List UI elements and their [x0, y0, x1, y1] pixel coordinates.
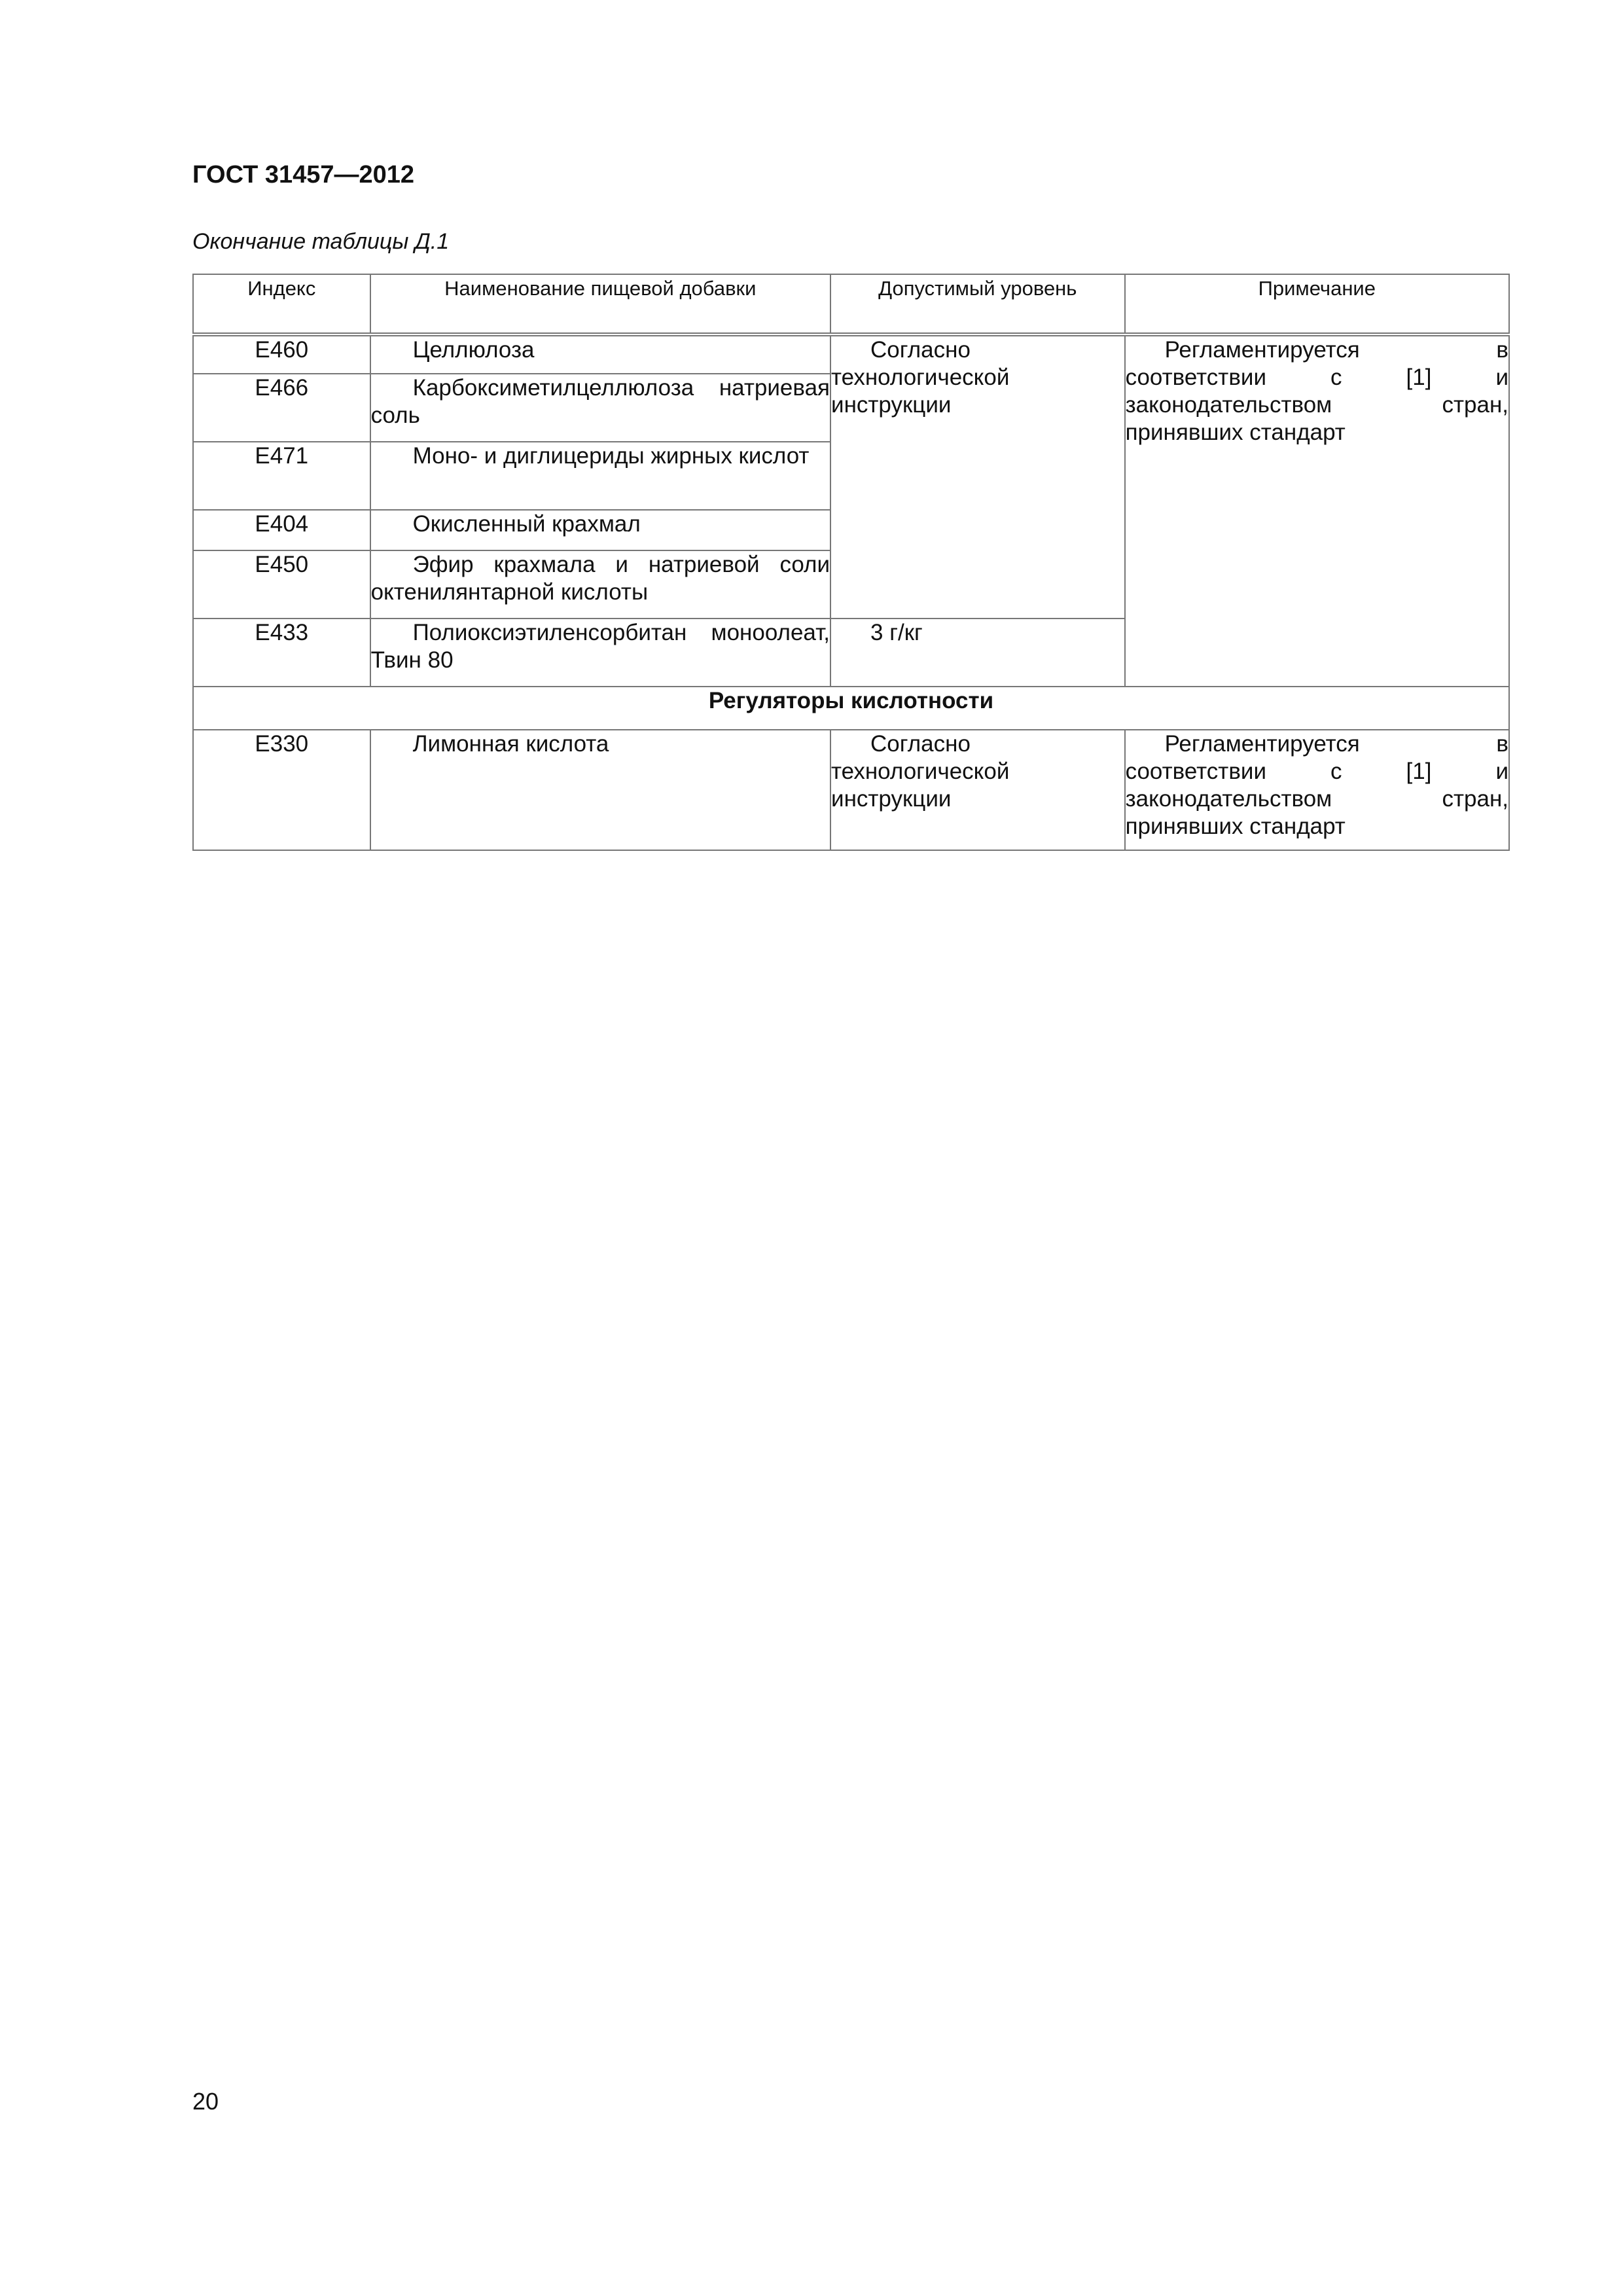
additive-name: Лимонная кислота — [412, 731, 609, 757]
cell-index: Е471 — [193, 442, 370, 510]
cell-index: Е404 — [193, 510, 370, 550]
cell-level — [830, 730, 1125, 850]
cell-level-merged — [830, 334, 1125, 619]
cell-index: Е460 — [193, 334, 370, 374]
table-row — [193, 334, 1509, 374]
cell-name — [370, 510, 830, 550]
note-text: Регламентируется в соответствии с [1] и законодательством стран, принявших стандарт — [1125, 731, 1508, 839]
additive-name: Полиоксиэтиленсорбитан моноолеат, Твин 80 — [370, 620, 830, 673]
cell-name — [370, 374, 830, 442]
table-caption: Окончание таблицы Д.1 — [192, 229, 450, 254]
cell-index: Е330 — [193, 730, 370, 850]
level-text: Согласно технологической инструкции — [831, 731, 1010, 812]
section-title: Регуляторы кислотности — [193, 687, 1509, 730]
cell-note — [1125, 730, 1509, 850]
cell-name — [370, 730, 830, 850]
cell-name — [370, 442, 830, 510]
level-text: 3 г/кг — [870, 620, 923, 645]
document-title: ГОСТ 31457—2012 — [192, 161, 415, 188]
header-index: Индекс — [193, 274, 370, 334]
level-text: Согласно технологической инструкции — [831, 337, 1010, 418]
section-row — [193, 687, 1509, 730]
table-header-row — [193, 274, 1509, 334]
cell-name — [370, 550, 830, 619]
additive-name: Целлюлоза — [412, 337, 535, 363]
cell-note-merged — [1125, 334, 1509, 687]
table-row — [193, 730, 1509, 850]
cell-level — [830, 619, 1125, 687]
cell-index: Е466 — [193, 374, 370, 442]
cell-index: Е450 — [193, 550, 370, 619]
header-name: Наименование пищевой добавки — [370, 274, 830, 334]
cell-index: Е433 — [193, 619, 370, 687]
additives-table — [192, 274, 1510, 851]
additive-name: Окисленный крахмал — [412, 511, 641, 537]
page-number: 20 — [192, 2088, 219, 2115]
additive-name: Карбоксиметилцеллюлоза натриевая соль — [370, 375, 830, 428]
cell-name — [370, 619, 830, 687]
additive-name: Моно- и диглицериды жирных кислот — [412, 443, 810, 469]
cell-name — [370, 334, 830, 374]
header-level: Допустимый уровень — [830, 274, 1125, 334]
additive-name: Эфир крахмала и натриевой соли октенилянтарной кислоты — [370, 552, 830, 605]
note-text: Регламентируется в соответствии с [1] и законодательством стран, принявших стандарт — [1125, 337, 1508, 445]
header-note: Примечание — [1125, 274, 1509, 334]
